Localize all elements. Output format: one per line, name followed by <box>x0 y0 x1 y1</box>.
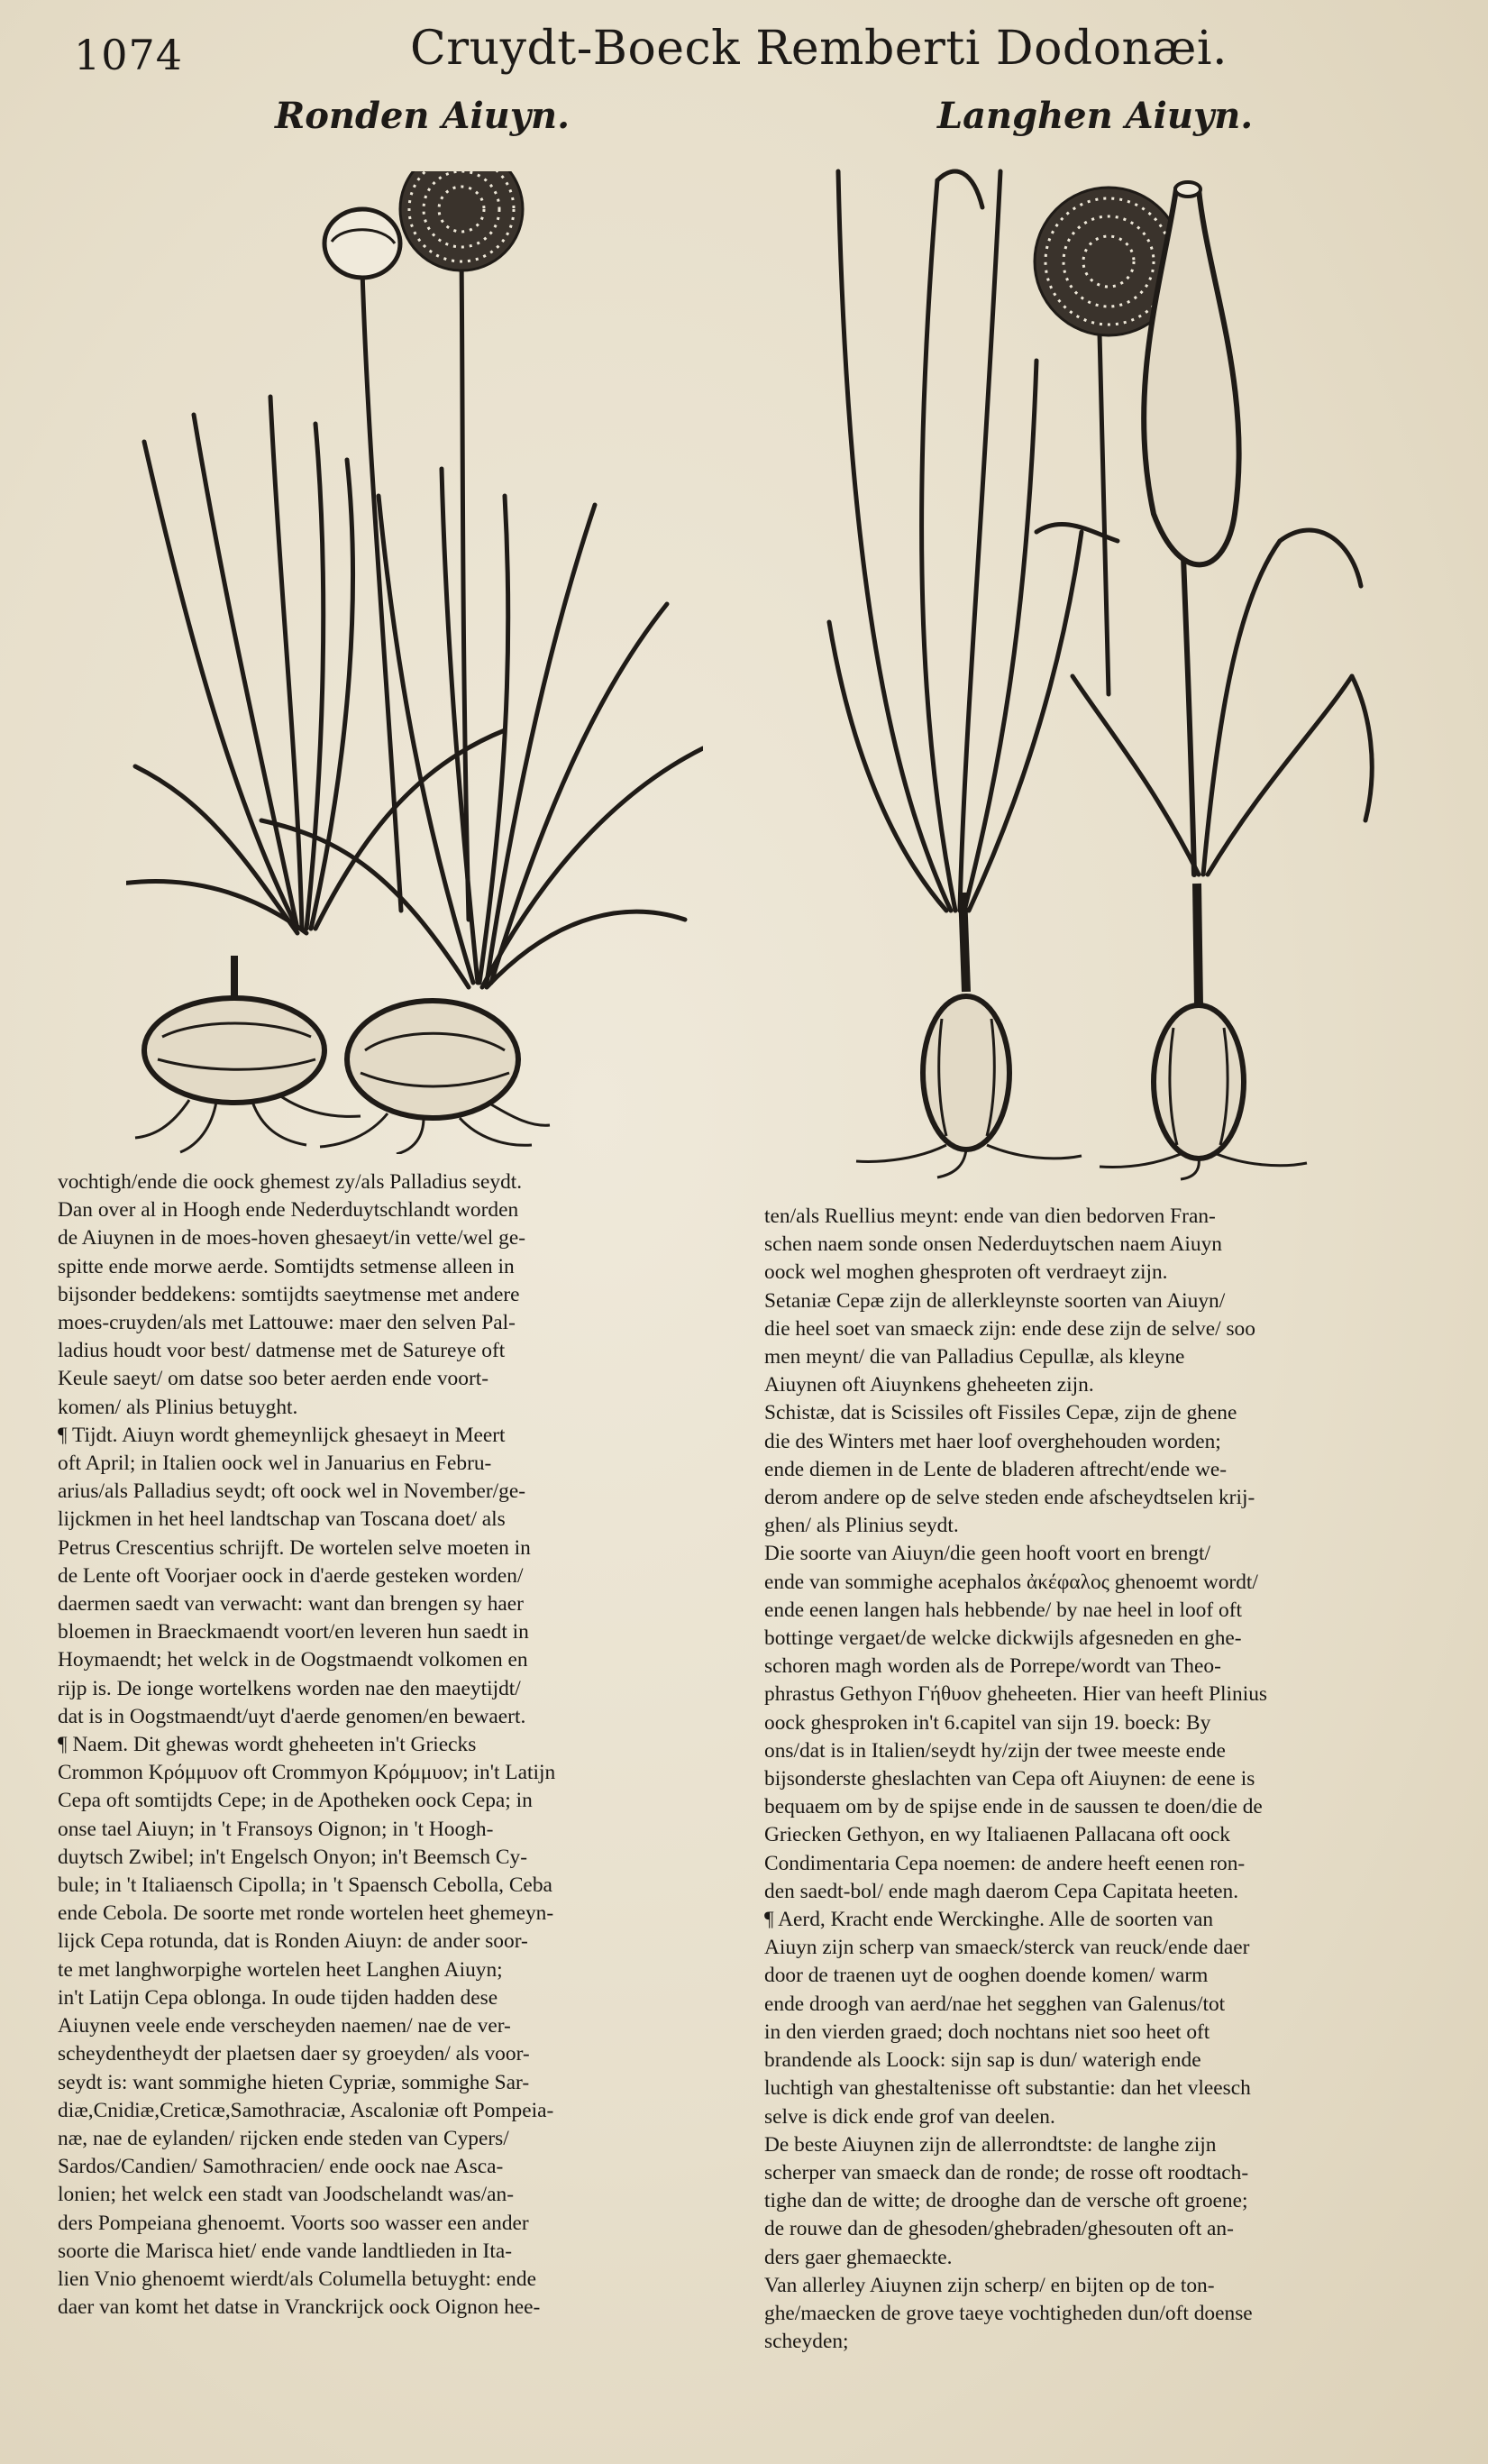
text-line: de rouwe dan de ghesoden/ghebraden/ghesouten oft an- <box>764 2217 1234 2241</box>
text-line: luchtigh van ghestaltenisse oft substantie: dan het vleesch <box>764 2076 1251 2101</box>
text-line: bijsonder beddekens: somtijdts saeytmense met andere <box>58 1282 520 1306</box>
text-line: ghen/ als Plinius seydt. <box>764 1514 959 1538</box>
text-line: schen naem sonde onsen Nederduytschen naem Aiuyn <box>764 1232 1222 1257</box>
text-line: Cepa oft somtijdts Cepe; in de Apotheken oock Cepa; in <box>58 1789 533 1813</box>
text-line: schoren magh worden als de Porrepe/wordt van Theo- <box>764 1654 1221 1679</box>
text-line: den saedt-bol/ ende magh daerom Cepa Capitata heeten. <box>764 1879 1239 1903</box>
text-line: Van allerley Aiuynen zijn scherp/ en bijten op de ton- <box>764 2273 1215 2297</box>
text-line: ¶ Tijdt. Aiuyn wordt ghemeynlijck ghesaeyt in Meert <box>58 1423 506 1447</box>
text-line: de Aiuynen in de moes-hoven ghesaeyt/in vette/wel ge- <box>58 1226 525 1250</box>
text-line: lonien; het welck een stadt van Joodschelandt was/an- <box>58 2183 514 2207</box>
text-line: Setaniæ Cepæ zijn de allerkleynste soorten van Aiuyn/ <box>764 1288 1226 1313</box>
text-line: ende diemen in de Lente de bladeren aftrecht/ende we- <box>764 1457 1228 1481</box>
text-line: phrastus Gethyon Γήθυον gheheeten. Hier van heeft Plinius <box>764 1682 1267 1707</box>
text-line: daer van komt het datse in Vranckrijck oock Oignon hee- <box>58 2295 541 2320</box>
page-number: 1074 <box>74 31 184 79</box>
text-line: dat is in Oogstmaendt/uyt d'aerde genomen/en bewaert. <box>58 1704 526 1728</box>
text-line: men meynt/ die van Palladius Cepullæ, als kleyne <box>764 1345 1185 1369</box>
text-line: scherper van smaeck dan de ronde; de rosse oft roodtach- <box>764 2160 1249 2185</box>
text-line: moes-cruyden/als met Lattouwe: maer den selven Pal- <box>58 1311 516 1335</box>
text-line: Die soorte van Aiuyn/die geen hooft voort en brengt/ <box>764 1542 1210 1566</box>
text-line: daermen saedt van verwacht: want dan brengen sy haer <box>58 1592 524 1617</box>
text-line: die des Winters met haer loof overghehouden worden; <box>764 1429 1221 1453</box>
text-line: ladius houdt voor best/ datmense met de Satureye oft <box>58 1339 506 1363</box>
text-line: ende eenen langen hals hebbende/ by nae heel in loof oft <box>764 1598 1242 1622</box>
text-line: Crommon Κρόμμυον oft Crommyon Κρόμμυον; in't Latijn <box>58 1761 556 1785</box>
text-line: tighe dan de witte; de drooghe dan de versche oft groene; <box>764 2189 1248 2213</box>
text-line: bijsonderste gheslachten van Cepa oft Aiuynen: de eene is <box>764 1767 1255 1791</box>
text-line: scheyden; <box>764 2330 849 2354</box>
text-line: Aiuynen oft Aiuynkens gheheeten zijn. <box>764 1373 1094 1397</box>
text-line: ¶ Aerd, Kracht ende Werckinghe. Alle de soorten van <box>764 1908 1214 1932</box>
text-line: Hoymaendt; het welck in de Oogstmaendt volkomen en <box>58 1648 528 1672</box>
long-onion-woodcut <box>811 153 1388 1181</box>
text-column-left <box>58 1168 735 2322</box>
text-line: Petrus Crescentius schrijft. De wortelen selve moeten in <box>58 1535 531 1560</box>
text-line: onse tael Aiuyn; in 't Fransoys Oignon; in 't Hoogh- <box>58 1817 494 1841</box>
text-line: Keule saeyt/ om datse soo beter aerden ende voort- <box>58 1367 489 1391</box>
running-title: Cruydt-Boeck Remberti Dodonæi. <box>410 22 1228 76</box>
text-line: Aiuynen veele ende verscheyden naemen/ nae de ver- <box>58 2014 511 2038</box>
text-line: seydt is: want sommighe hieten Cypriæ, sommighe Sar- <box>58 2070 530 2094</box>
text-line: ¶ Naem. Dit ghewas wordt gheheeten in't Griecks <box>58 1733 477 1757</box>
text-line: De beste Aiuynen zijn de allerrondtste: de langhe zijn <box>764 2132 1217 2157</box>
text-line: die heel soet van smaeck zijn: ende dese zijn de selve/ soo <box>764 1316 1255 1341</box>
text-line: oock ghesproken in't 6.capitel van sijn 19. boeck: By <box>764 1710 1211 1735</box>
text-line: duytsch Zwibel; in't Engelsch Onyon; in't Beemsch Cy- <box>58 1845 528 1869</box>
text-line: Dan over al in Hoogh ende Nederduytschlandt worden <box>58 1198 519 1223</box>
text-line: bequaem om by de spijse ende in de saussen te doen/die de <box>764 1795 1263 1819</box>
caption-round-onion: Ronden Aiuyn. <box>275 95 570 137</box>
text-line: ten/als Ruellius meynt: ende van dien bedorven Fran- <box>764 1205 1216 1228</box>
text-line: door de traenen uyt de ooghen doende komen/ warm <box>764 1964 1209 1988</box>
text-line: rijp is. De ionge wortelkens worden nae den maeytijdt/ <box>58 1676 521 1700</box>
text-line: lijck Cepa rotunda, dat is Ronden Aiuyn: de ander soor- <box>58 1929 528 1954</box>
text-line: de Lente oft Voorjaer oock in d'aerde gesteken worden/ <box>58 1563 524 1588</box>
text-line: selve is dick ende grof van deelen. <box>764 2104 1055 2129</box>
text-line: ende Cebola. De soorte met ronde wortelen heet ghemeyn- <box>58 1901 554 1926</box>
text-line: vochtigh/ende die oock ghemest zy/als Palladius seydt. <box>58 1170 523 1194</box>
text-line: bule; in 't Italiaensch Cipolla; in 't Spaensch Cebolla, Ceba <box>58 1873 552 1898</box>
text-line: Griecken Gethyon, en wy Italiaenen Pallacana oft oock <box>764 1823 1230 1847</box>
round-onion-woodcut <box>126 171 703 1154</box>
text-line: ende van sommighe acephalos ἀκέφαλος ghenoemt wordt/ <box>764 1570 1258 1594</box>
text-line: ende droogh van aerd/nae het segghen van Galenus/tot <box>764 1992 1226 2016</box>
text-line: in't Latijn Cepa oblonga. In oude tijden hadden dese <box>58 1985 498 2010</box>
text-line: diæ,Cnidiæ,Creticæ,Samothraciæ, Ascaloniæ oft Pompeia- <box>58 2098 554 2122</box>
text-line: bloemen in Braeckmaendt voort/en leveren hun saedt in <box>58 1620 529 1644</box>
text-line: lijckmen in het heel landtschap van Toscana doet/ als <box>58 1507 506 1532</box>
text-column-right <box>764 1203 1433 2356</box>
text-line: in den vierden graed; doch nochtans niet soo heet oft <box>764 2020 1210 2044</box>
text-line: brandende als Loock: sijn sap is dun/ waterigh ende <box>764 2048 1201 2073</box>
text-line: Condimentaria Cepa noemen: de andere heeft eenen ron- <box>764 1851 1246 1875</box>
text-line: næ, nae de eylanden/ rijcken ende steden van Cypers/ <box>58 2126 509 2150</box>
caption-long-onion: Langhen Aiuyn. <box>937 95 1254 137</box>
text-line: spitte ende morwe aerde. Somtijdts setmense alleen in <box>58 1254 515 1278</box>
text-line: ghe/maecken de grove taeye vochtigheden dun/oft doense <box>764 2301 1253 2325</box>
text-line: scheydentheydt der plaetsen daer sy groeyden/ als voor- <box>58 2042 530 2066</box>
text-line: oock wel moghen ghesproten oft verdraeyt zijn. <box>764 1260 1168 1285</box>
text-line: ders Pompeiana ghenoemt. Voorts soo wasser een ander <box>58 2211 529 2235</box>
text-line: ders gaer ghemaeckte. <box>764 2245 953 2269</box>
text-line: Schistæ, dat is Scissiles oft Fissiles Cepæ, zijn de ghene <box>764 1401 1237 1425</box>
text-line: komen/ als Plinius betuyght. <box>58 1395 298 1419</box>
text-line: Aiuyn zijn scherp van smaeck/sterck van reuck/ende daer <box>764 1936 1250 1960</box>
text-line: Sardos/Candien/ Samothracien/ ende oock nae Asca- <box>58 2155 504 2179</box>
text-line: derom andere op de selve steden ende afscheydtselen krij- <box>764 1486 1255 1510</box>
text-line: lien Vnio ghenoemt wierdt/als Columella betuyght: ende <box>58 2267 536 2291</box>
text-line: te met langhworpighe wortelen heet Langhen Aiuyn; <box>58 1957 503 1982</box>
text-line: arius/als Palladius seydt; oft oock wel in November/ge- <box>58 1479 526 1504</box>
text-line: soorte die Marisca hiet/ ende vande landtlieden in Ita- <box>58 2239 513 2263</box>
text-line: bottinge vergaet/de welcke dickwijls afgesneden en ghe- <box>764 1626 1242 1651</box>
text-line: ons/dat is in Italien/seydt hy/zijn der twee meeste ende <box>764 1738 1226 1763</box>
text-line: oft April; in Italien oock wel in Januarius en Febru- <box>58 1452 492 1476</box>
